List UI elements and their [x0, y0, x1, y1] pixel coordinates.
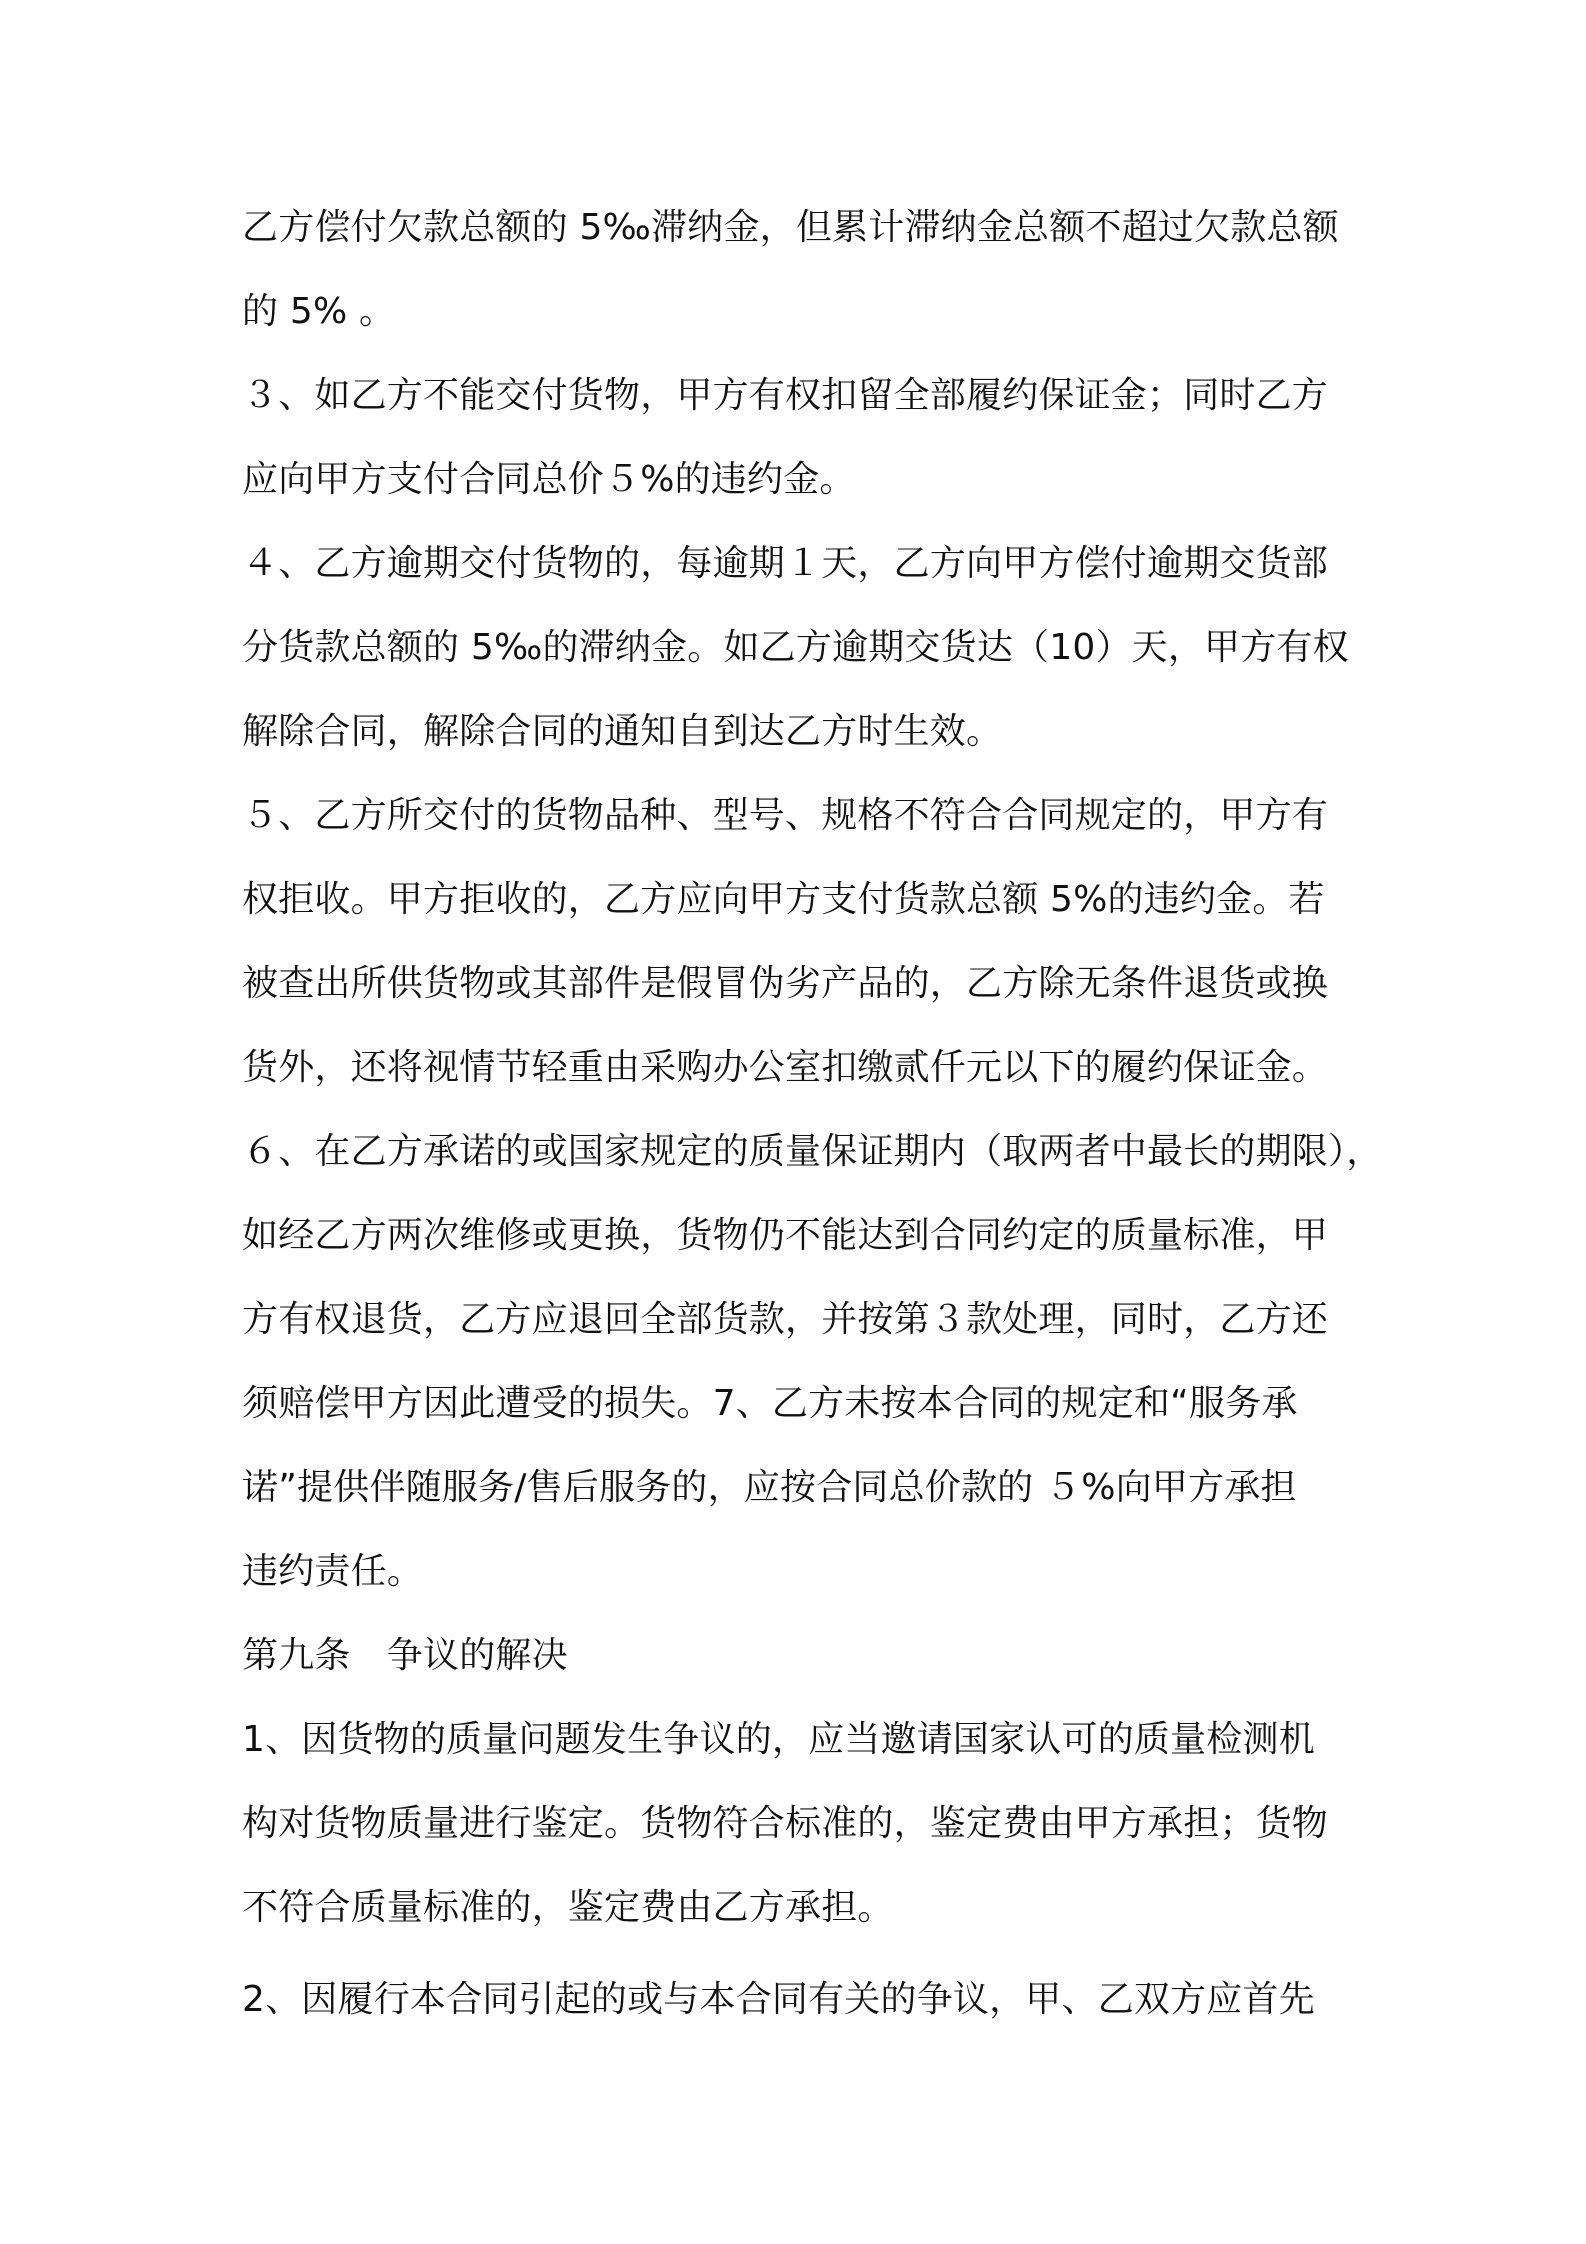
clause-5-line-4: 货外，还将视情节轻重由采购办公室扣缴贰仟元以下的履约保证金。: [242, 1047, 1329, 1088]
article-9-item-1-line-1: 1、因货物的质量问题发生争议的，应当邀请国家认可的质量检测机: [242, 1719, 1315, 1760]
clause-7-line-2: 违约责任。: [242, 1551, 424, 1592]
clause-5-line-1: ５、乙方所交付的货物品种、型号、规格不符合合同规定的，甲方有: [242, 795, 1329, 836]
clause-6-line-3: 方有权退货，乙方应退回全部货款，并按第３款处理，同时，乙方还: [242, 1299, 1329, 1340]
text-line-2: 的 5% 。: [242, 291, 396, 332]
clause-6-line-4: 须赔偿甲方因此遭受的损失。7、乙方未按本合同的规定和“服务承: [242, 1383, 1298, 1424]
article-9-item-1-line-2: 构对货物质量进行鉴定。货物符合标准的，鉴定费由甲方承担；货物: [242, 1803, 1329, 1844]
clause-7-line-1: 诺”提供伴随服务/售后服务的，应按合同总价款的 ５%向甲方承担: [242, 1467, 1297, 1508]
clause-5-line-3: 被查出所供货物或其部件是假冒伪劣产品的，乙方除无条件退货或换: [242, 963, 1329, 1004]
clause-3-line-1: ３、如乙方不能交付货物，甲方有权扣留全部履约保证金；同时乙方: [242, 375, 1329, 416]
article-9-item-1-line-3: 不符合质量标准的，鉴定费由乙方承担。: [242, 1887, 894, 1928]
clause-3-line-2: 应向甲方支付合同总价５%的违约金。: [242, 459, 856, 500]
article-9-item-2-line-1: 2、因履行本合同引起的或与本合同有关的争议，甲、乙双方应首先: [242, 1979, 1315, 2020]
text-line-1: 乙方偿付欠款总额的 5‰滞纳金，但累计滞纳金总额不超过欠款总额: [242, 207, 1339, 248]
clause-4-line-1: ４、乙方逾期交付货物的，每逾期１天，乙方向甲方偿付逾期交货部: [242, 543, 1329, 584]
article-9-heading: 第九条 争议的解决: [242, 1635, 568, 1676]
clause-5-line-2: 权拒收。甲方拒收的，乙方应向甲方支付货款总额 5%的违约金。若: [242, 879, 1325, 920]
clause-4-line-3: 解除合同，解除合同的通知自到达乙方时生效。: [242, 711, 1003, 752]
clause-6-line-2: 如经乙方两次维修或更换，货物仍不能达到合同约定的质量标准，甲: [242, 1215, 1329, 1256]
clause-4-line-2: 分货款总额的 5‰的滞纳金。如乙方逾期交货达（10）天，甲方有权: [242, 627, 1349, 668]
clause-6-line-1: ６、在乙方承诺的或国家规定的质量保证期内（取两者中最长的期限），: [242, 1131, 1383, 1172]
